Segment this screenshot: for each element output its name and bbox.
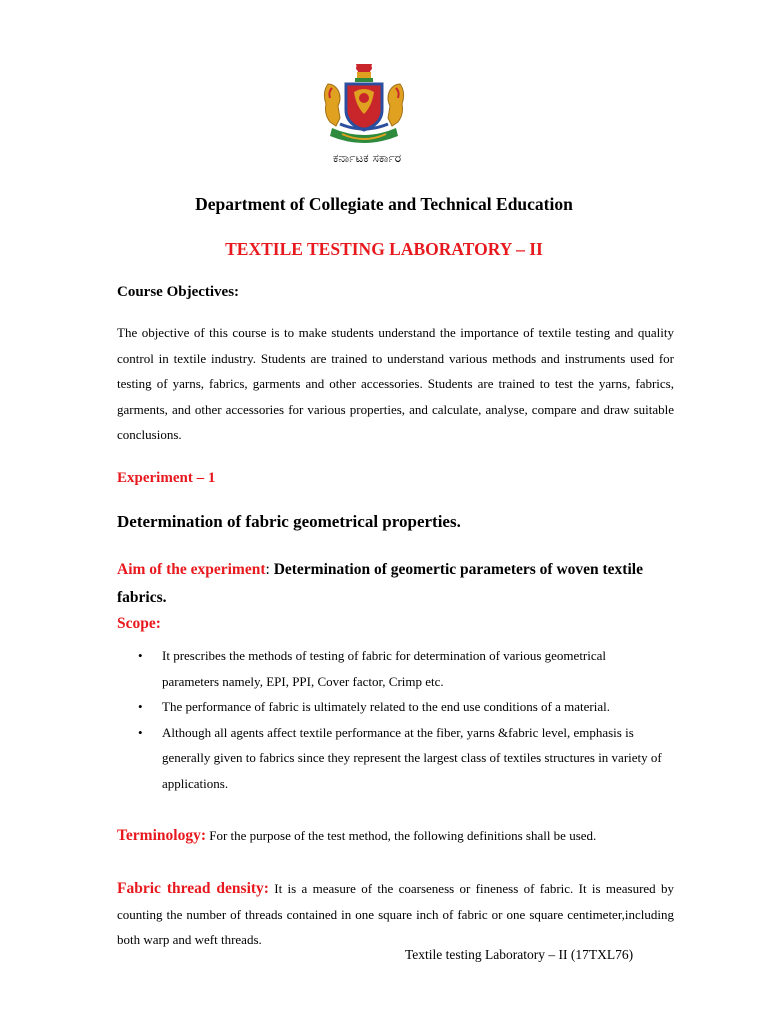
course-title: TEXTILE TESTING LABORATORY – II [225,239,543,259]
aim-text: Determination of geomertic parameters of woven textile fabrics. [117,561,643,606]
terminology-label: Terminology: [117,827,206,844]
aim-label: Aim of the experiment [117,561,266,578]
scope-heading: Scope: [117,615,161,632]
list-item [138,720,662,797]
list-item [138,643,662,694]
list-item [138,694,662,720]
bullet-icon: • [138,724,143,740]
terminology-paragraph [117,823,674,849]
scope-item-text: Although all agents affect textile performance at the fiber, yarns &fabric level, emphasis is generally given to fabrics since they represent the largest class of textiles structures in variety of applications. [162,724,662,791]
department-heading: Department of Collegiate and Technical Education [195,194,573,214]
experiment-title: Determination of fabric geometrical properties. [117,512,461,531]
fabric-thread-density-paragraph [117,876,674,953]
scope-list [138,643,662,796]
karnataka-emblem-icon [318,62,410,154]
course-objectives-text: The objective of this course is to make students understand the importance of textile testing and quality control in textile industry. Students are trained to understand various methods and instruments used for testing of yarns, fabrics, garments and other accessories. Students are trained to test the yarns, fabrics, garments, and other accessories for various properties, and calculate, analyse, compare and draw suitable conclusions. [117,325,674,442]
scope-item-text: The performance of fabric is ultimately related to the end use conditions of a material. [162,699,610,714]
course-objectives-heading: Course Objectives: [117,284,240,300]
terminology-text: For the purpose of the test method, the following definitions shall be used. [205,828,597,843]
experiment-label: Experiment – 1 [117,470,216,486]
scope-item-text: It prescribes the methods of testing of fabric for determination of various geometrical parameters namely, EPI, PPI, Cover factor, Crimp etc. [162,648,607,689]
emblem-caption: ಕರ್ನಾಟಕ ಸರ್ಕಾರ [332,151,402,165]
aim-colon: : [265,561,270,578]
page-footer: Textile testing Laboratory – II (17TXL76) [405,947,634,962]
fabric-thread-density-text: It is a measure of the coarseness or fineness of fabric. It is measured by counting the number of threads contained in one square inch of fabric or one square centimeter,including both warp and weft threads. [117,881,674,947]
bullet-icon: • [138,648,143,663]
bullet-icon: • [138,699,143,714]
aim-paragraph [117,556,674,612]
fabric-thread-density-label: Fabric thread density: [117,880,269,897]
